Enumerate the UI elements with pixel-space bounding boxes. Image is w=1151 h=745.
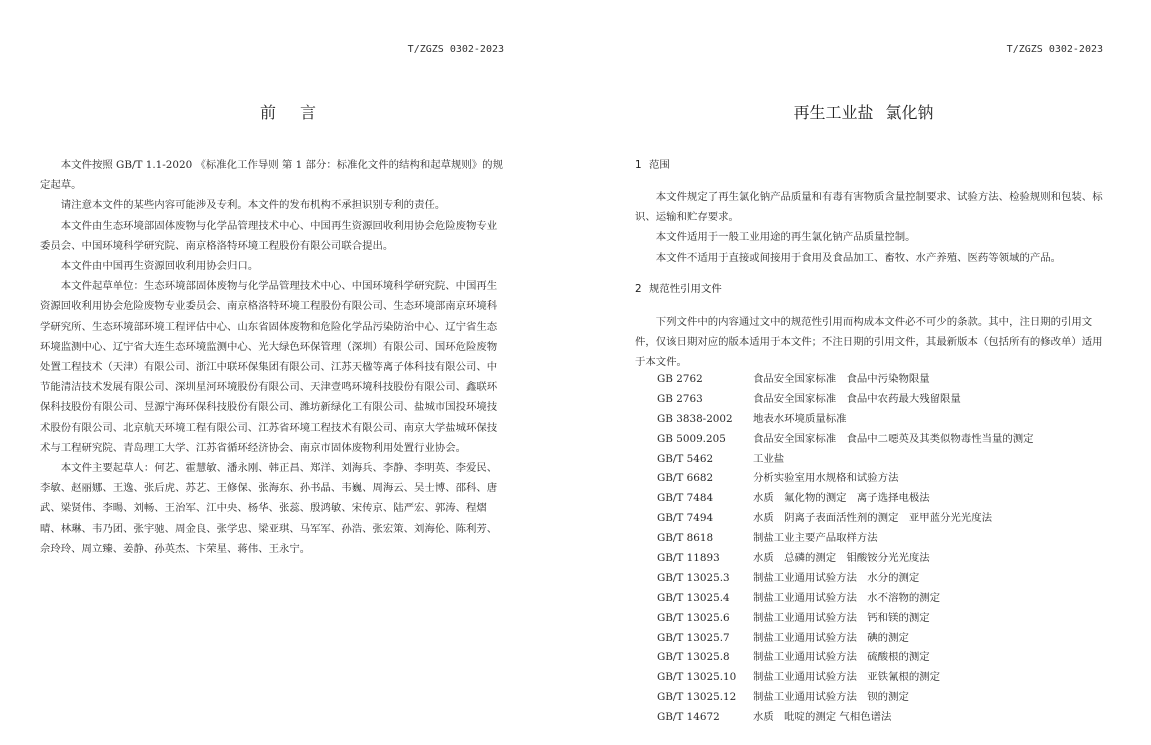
reference-row — [657, 410, 1117, 430]
paragraph: 本文件起草单位：生态环境部固体废物与化学品管理技术中心、中国环境科学研究院、中国再生资源回收利用协会危险废物专业委员会、南京格洛特环境工程股份有限公司、生态环境部南京环境科学研究所、生态环境部环境工程评估中心、山东省固体废物和危险化学品污染防治中心、辽宁省生态环境监测中心、辽宁省大连生态环境监测中心、光大绿色环保管理（深圳）有限公司、国环危险废物处置工程技术（天津）有限公司、浙江中联环保集团有限公司、江苏天楹等离子体科技有限公司、中节能清洁技术发展有限公司、深圳星河环境股份有限公司、天津壹鸣环境科技股份有限公司、鑫联环保科技股份有限公司、昱源宁海环保科技股份有限公司、潍坊新绿化工有限公司、盐城市国投环境技术股份有限公司、北京航天环境工程有限公司、江苏省环境工程技术有限公司、南京大学盐城环保技术与工程研究院、青岛理工大学、江苏省循环经济协会、南京市固体废物利用处置行业协会。 — [40, 280, 498, 454]
paragraph: 本文件主要起草人：何艺、霍慧敏、潘永刚、韩正昌、郑洋、刘海兵、李静、李明英、李爱民、李敏、赵丽娜、王逸、张后虎、苏艺、王修保、张海东、孙书晶、韦巍、周海云、吴士博、邵科、唐武、梁贤伟、李暘、刘畅、王治军、江中央、杨华、张蕊、殷鸿敏、宋传京、陆严宏、郭涛、程熠晴、林琳、韦乃团、张宇驰、周金良、张学忠、梁亚琪、马军军、孙浩、张宏策、刘海伦、陈利芳、佘玲玲、周立臻、姜静、孙英杰、卞荣星、蒋伟、王永宁。 — [40, 462, 498, 555]
page-title — [576, 100, 1151, 123]
reference-title: 水质 氟化物的测定 离子选择电极法 — [753, 492, 930, 505]
page-title — [0, 100, 576, 123]
section-title: 范围 — [649, 159, 670, 171]
section-title: 规范性引用文件 — [649, 283, 722, 295]
reference-code: GB 5009.205 — [657, 432, 726, 445]
scope-body — [635, 187, 1105, 268]
reference-code: GB/T 6682 — [657, 472, 714, 485]
reference-code: GB/T 7494 — [657, 512, 714, 525]
reference-title: 食品安全国家标准 食品中污染物限量 — [753, 373, 930, 385]
reference-code: GB/T 13025.7 — [657, 631, 730, 644]
section-heading — [635, 280, 722, 295]
reference-code: GB 2763 — [657, 392, 703, 405]
foreword-body — [40, 155, 505, 559]
reference-row — [657, 629, 1117, 649]
paragraph: 下列文件中的内容通过文中的规范性引用而构成本文件必不可少的条款。其中，注日期的引用文件，仅该日期对应的版本适用于本文件；不注日期的引用文件，其最新版本（包括所有的修改单）适用于本文件。 — [635, 316, 1103, 369]
reference-row — [657, 589, 1117, 609]
reference-code: GB/T 13025.6 — [657, 611, 730, 624]
reference-list — [657, 370, 1117, 728]
reference-title: 分析实验室用水规格和试验方法 — [753, 472, 899, 485]
title-part: 氯化钠 — [885, 103, 934, 122]
paragraph: 本文件适用于一般工业用途的再生氯化钠产品质量控制。 — [655, 231, 916, 244]
reference-title: 水质 吡啶的测定 气相色谱法 — [753, 711, 892, 724]
reference-title: 食品安全国家标准 食品中农药最大残留限量 — [753, 392, 961, 405]
reference-row — [657, 668, 1117, 688]
reference-code: GB/T 13025.8 — [657, 651, 730, 664]
reference-code: GB 2762 — [657, 373, 703, 385]
title-part: 再生工业盐 — [793, 103, 874, 122]
title-part: 言 — [300, 103, 317, 122]
reference-row — [657, 390, 1117, 410]
section-number: 1 — [635, 159, 642, 171]
reference-title: 制盐工业通用试验方法 钙和镁的测定 — [753, 611, 930, 624]
reference-row — [657, 648, 1117, 668]
reference-row — [657, 509, 1117, 529]
reference-title: 制盐工业通用试验方法 碘的测定 — [753, 631, 909, 644]
reference-code: GB/T 13025.4 — [657, 591, 730, 604]
reference-code: GB/T 13025.12 — [657, 691, 737, 704]
standard-code: T/ZGZS 0302-2023 — [1006, 44, 1103, 55]
reference-code: GB/T 14672 — [657, 711, 720, 724]
reference-title: 制盐工业通用试验方法 硫酸根的测定 — [753, 651, 930, 664]
reference-row — [657, 469, 1117, 489]
reference-code: GB/T 8618 — [657, 532, 714, 545]
reference-title: 水质 总磷的测定 钼酸铵分光光度法 — [753, 552, 930, 565]
reference-row — [657, 549, 1117, 569]
reference-title: 制盐工业主要产品取样方法 — [753, 532, 878, 545]
title-part: 前 — [259, 103, 276, 122]
paragraph: 本文件由生态环境部固体废物与化学品管理技术中心、中国再生资源回收利用协会危险废物专业委员会、中国环境科学研究院、南京格洛特环境工程股份有限公司联合提出。 — [40, 219, 498, 252]
references-intro — [635, 312, 1105, 373]
right-page — [576, 0, 1151, 745]
reference-row — [657, 708, 1117, 728]
paragraph: 本文件由中国再生资源回收利用协会归口。 — [60, 260, 259, 273]
reference-title: 水质 阴离子表面活性剂的测定 亚甲蓝分光光度法 — [753, 512, 992, 525]
paragraph: 请注意本文件的某些内容可能涉及专利。本文件的发布机构不承担识别专利的责任。 — [60, 199, 446, 212]
reference-code: GB/T 5462 — [657, 452, 714, 465]
reference-title: 制盐工业通用试验方法 钡的测定 — [753, 691, 909, 704]
reference-row — [657, 450, 1117, 470]
reference-title: 工业盐 — [753, 452, 785, 465]
reference-title: 制盐工业通用试验方法 水不溶物的测定 — [753, 591, 941, 604]
paragraph: 本文件规定了再生氯化钠产品质量和有毒有害物质含量控制要求、试验方法、检验规则和包装、标识、运输和贮存要求。 — [635, 191, 1103, 224]
reference-code: GB/T 13025.10 — [657, 671, 737, 684]
reference-row — [657, 609, 1117, 629]
reference-title: 食品安全国家标准 食品中二噁英及其类似物毒性当量的测定 — [753, 432, 1034, 445]
reference-code: GB/T 7484 — [657, 492, 714, 505]
reference-title: 制盐工业通用试验方法 亚铁氰根的测定 — [753, 671, 941, 684]
reference-title: 制盐工业通用试验方法 水分的测定 — [753, 571, 920, 584]
reference-row — [657, 430, 1117, 450]
reference-row — [657, 489, 1117, 509]
reference-code: GB/T 11893 — [657, 552, 720, 565]
reference-code: GB 3838-2002 — [657, 412, 733, 425]
reference-code: GB/T 13025.3 — [657, 571, 730, 584]
reference-row — [657, 529, 1117, 549]
reference-row — [657, 569, 1117, 589]
section-heading — [635, 156, 670, 171]
section-number: 2 — [635, 283, 642, 295]
reference-row — [657, 688, 1117, 708]
standard-code: T/ZGZS 0302-2023 — [407, 44, 504, 55]
reference-row — [657, 370, 1117, 390]
paragraph: 本文件不适用于直接或间接用于食用及食品加工、畜牧、水产养殖、医药等领域的产品。 — [655, 251, 1062, 264]
reference-title: 地表水环境质量标准 — [753, 412, 847, 425]
paragraph: 本文件按照 GB/T 1.1-2020 《标准化工作导则 第 1 部分：标准化文件的结构和起草规则》的规定起草。 — [40, 159, 503, 192]
